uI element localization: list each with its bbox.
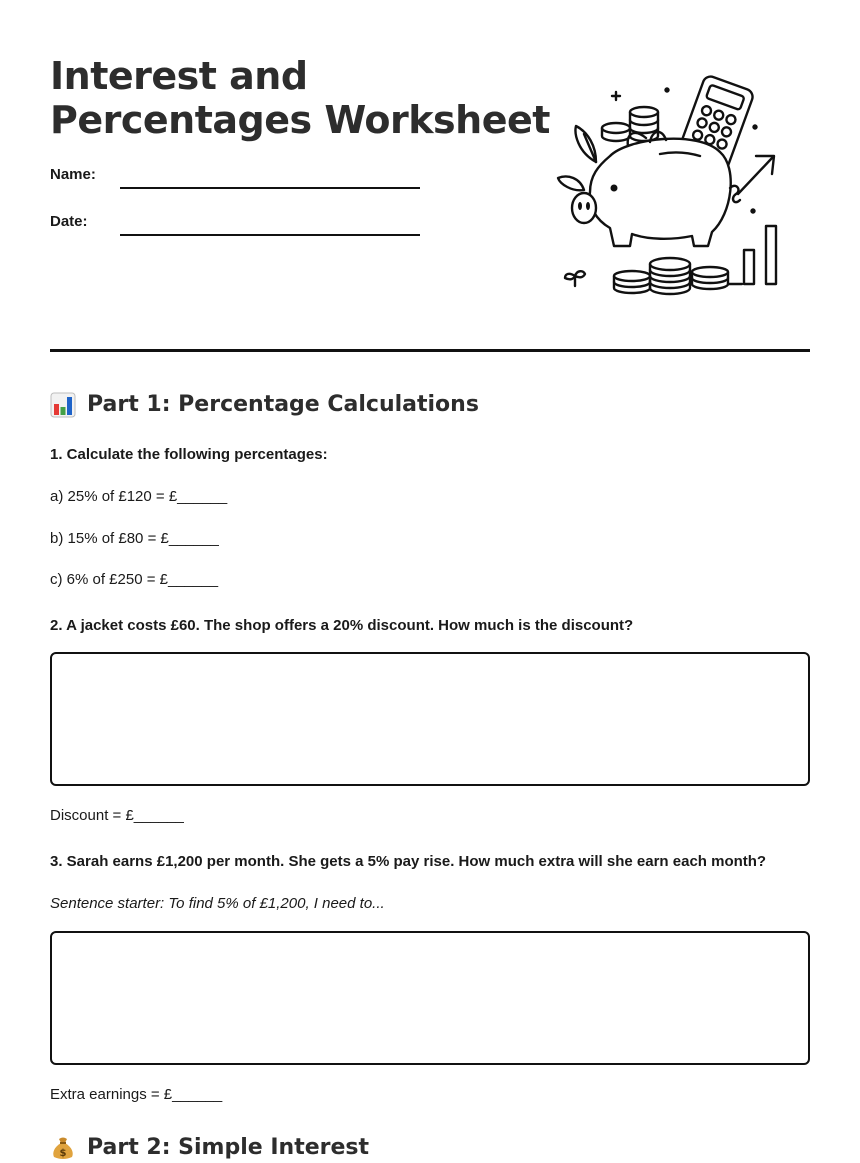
name-label: Name: xyxy=(50,166,96,183)
bar-chart-icon xyxy=(50,392,76,418)
question-2-answer-box[interactable] xyxy=(50,652,810,786)
piggy-bank-illustration xyxy=(548,68,788,303)
svg-text:$: $ xyxy=(59,1148,67,1159)
question-3-result: Extra earnings = £______ xyxy=(50,1086,223,1103)
question-1c: c) 6% of £250 = £______ xyxy=(50,571,219,588)
question-2-result: Discount = £______ xyxy=(50,807,184,824)
name-field[interactable] xyxy=(50,166,420,190)
question-1a: a) 25% of £120 = £______ xyxy=(50,488,228,505)
question-3-sentence-starter: Sentence starter: To find 5% of £1,200, I need to... xyxy=(50,895,385,912)
part1-heading-text: Part 1: Percentage Calculations xyxy=(87,392,479,417)
question-1-prompt: 1. Calculate the following percentages: xyxy=(50,446,328,463)
worksheet-title xyxy=(50,54,550,142)
part2-heading xyxy=(50,1133,369,1163)
date-field[interactable] xyxy=(50,213,420,237)
date-label: Date: xyxy=(50,213,88,230)
part1-heading xyxy=(50,390,479,420)
name-line[interactable] xyxy=(120,187,420,189)
header-divider xyxy=(50,349,810,352)
question-2-prompt: 2. A jacket costs £60. The shop offers a 20% discount. How much is the discount? xyxy=(50,617,634,634)
date-line[interactable] xyxy=(120,234,420,236)
question-1b: b) 15% of £80 = £______ xyxy=(50,530,219,547)
part2-heading-text: Part 2: Simple Interest xyxy=(87,1135,370,1160)
question-3-prompt: 3. Sarah earns £1,200 per month. She gets a 5% pay rise. How much extra will she earn each month? xyxy=(50,853,767,870)
title-line-1: Interest and xyxy=(50,54,308,98)
title-line-2: Percentages Worksheet xyxy=(50,98,550,142)
question-3-answer-box[interactable] xyxy=(50,931,810,1065)
money-bag-icon xyxy=(50,1135,76,1161)
